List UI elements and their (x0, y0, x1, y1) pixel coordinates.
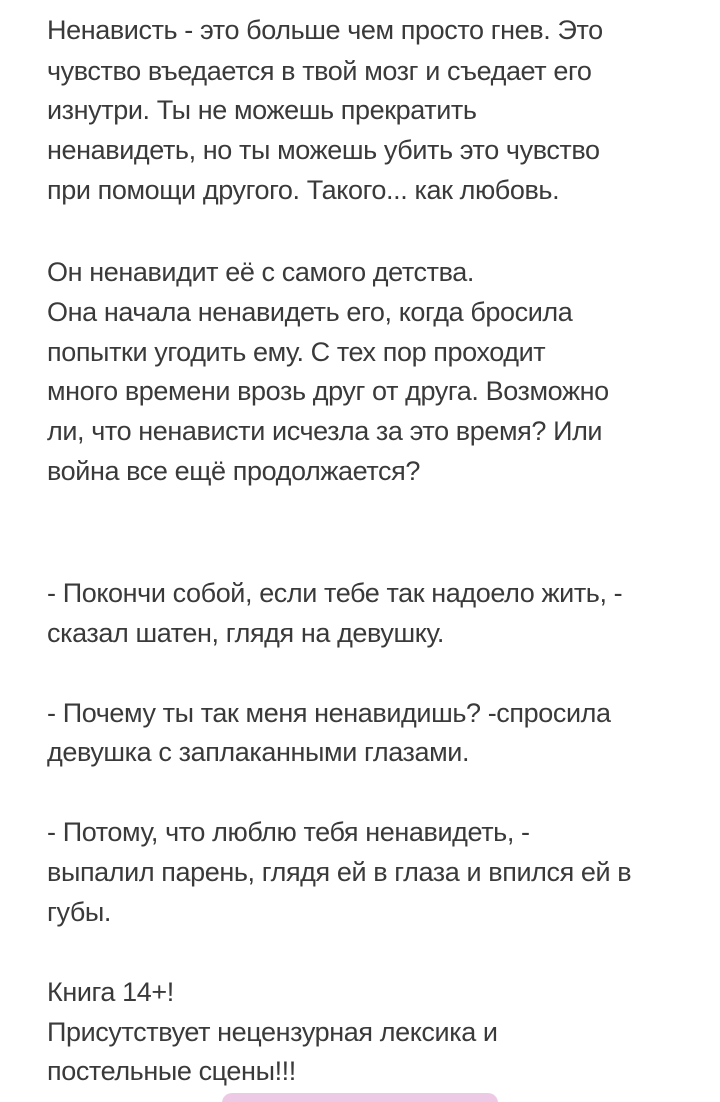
description-line: война все ещё продолжается? (47, 456, 420, 486)
description-line: - Почему ты так меня ненавидишь? -спросила (47, 698, 611, 728)
description-line: Он ненавидит её с самого детства. (47, 257, 474, 287)
description-line: Присутствует нецензурная лексика и (47, 1017, 498, 1047)
description-line: попытки угодить ему. С тех пор проходит (47, 337, 546, 367)
description-line: Книга 14+! (47, 977, 174, 1007)
description-line: сказал шатен, глядя на девушку. (47, 618, 444, 648)
description-line: изнутри. Ты не можешь прекратить (47, 95, 477, 125)
description-line: губы. (47, 897, 112, 927)
description-line: ли, что ненависти исчезла за это время? Или (47, 416, 603, 446)
description-line: - Покончи собой, если тебе так надоело жить, - (47, 578, 623, 608)
description-line: выпалил парень, глядя ей в глаза и впился ей в (47, 857, 632, 887)
description-line: чувство въедается в твой мозг и съедает его (47, 56, 592, 86)
bottom-action-button[interactable] (222, 1093, 498, 1102)
description-line: - Потому, что люблю тебя ненавидеть, - (47, 817, 530, 847)
description-line: при помощи другого. Такого... как любовь. (47, 175, 560, 205)
description-line: Она начала ненавидеть его, когда бросила (47, 297, 573, 327)
description-line: девушка с заплаканными глазами. (47, 737, 470, 767)
description-line: много времени врозь друг от друга. Возможно (47, 376, 609, 406)
description-line: ненавидеть, но ты можешь убить это чувство (47, 135, 600, 165)
description-line: Ненависть - это больше чем просто гнев. Это (47, 15, 603, 45)
description-line: постельные сцены!!! (47, 1056, 296, 1086)
